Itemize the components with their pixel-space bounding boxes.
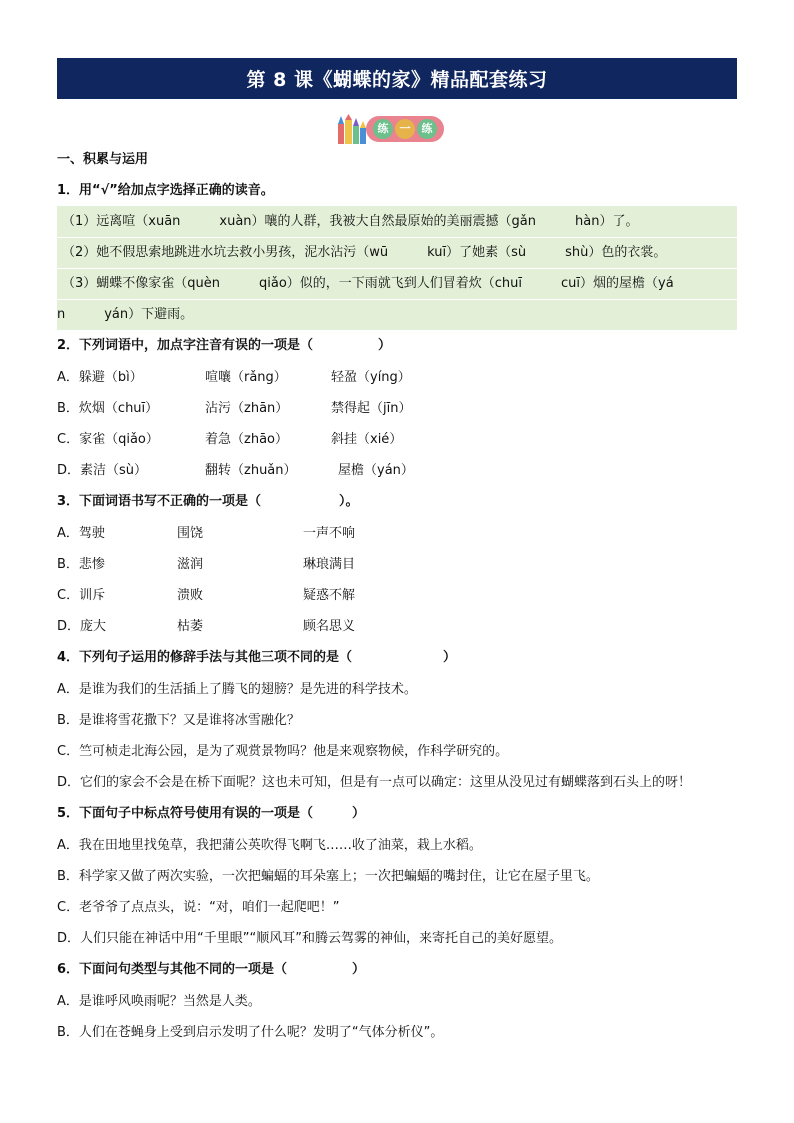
q3-option-d-1: D．庞大 bbox=[57, 619, 107, 634]
q3-option-c-2: 溃败 bbox=[177, 588, 204, 603]
badge-char-2: 一 bbox=[395, 119, 415, 139]
q4-option-c: C．竺可桢走北海公园，是为了观赏景物吗？他是来观察物候，作科学研究的。 bbox=[57, 744, 509, 759]
q3-option-c-1: C．训斥 bbox=[57, 588, 106, 603]
section-heading: 一、积累与运用 bbox=[57, 152, 149, 167]
q1-line-2: （2）她不假思索地跳进水坑去救小男孩，泥水沾污（wū kuī）了她素（sù shù）色的衣裳。 bbox=[62, 245, 667, 260]
q5-option-c: C．老爷爷了点点头，说：“对，咱们一起爬吧！” bbox=[57, 900, 340, 915]
q2-option-a-2: 喧嚷（rǎng） bbox=[205, 370, 287, 385]
q2-option-c-2: 着急（zhāo） bbox=[205, 432, 288, 447]
q6-option-a: A．是谁呼风唤雨呢？当然是人类。 bbox=[57, 994, 261, 1009]
practice-logo bbox=[336, 114, 444, 144]
q5-option-a: A．我在田地里找兔草，我把蒲公英吹得飞啊飞……收了油菜，栽上水稻。 bbox=[57, 838, 482, 853]
q3-option-b-3: 琳琅满目 bbox=[303, 557, 356, 572]
q4-option-b: B．是谁将雪花撒下？又是谁将冰雪融化？ bbox=[57, 713, 300, 728]
q3-option-c-3: 疑惑不解 bbox=[303, 588, 356, 603]
q1-line-1: （1）远离喧（xuān xuàn）嚷的人群，我被大自然最原始的美丽震撼（gǎn hàn）了。 bbox=[62, 214, 639, 229]
q3-option-a-3: 一声不响 bbox=[303, 526, 356, 541]
page-title: 第 8 课《蝴蝶的家》精品配套练习 bbox=[57, 58, 737, 99]
q5-option-d: D．人们只能在神话中用“千里眼”“顺风耳”和腾云驾雾的神仙，来寄托自己的美好愿望。 bbox=[57, 931, 562, 946]
q3-option-d-3: 顾名思义 bbox=[303, 619, 356, 634]
divider bbox=[57, 268, 737, 269]
q2-option-d-3: 屋檐（yán） bbox=[338, 463, 414, 478]
q2-stem: 2．下列词语中，加点字注音有误的一项是（ ） bbox=[57, 338, 392, 353]
q2-option-d-1: D．素洁（sù） bbox=[57, 463, 148, 478]
q4-option-d: D．它们的家会不会是在桥下面呢？这也未可知，但是有一点可以确定：这里从没见过有蝴蝶落到石头上的呀！ bbox=[57, 775, 692, 790]
q2-option-c-3: 斜挂（xié） bbox=[331, 432, 403, 447]
q1-line-4: n yán）下避雨。 bbox=[57, 307, 194, 322]
q5-stem: 5．下面句子中标点符号使用有误的一项是（ ） bbox=[57, 806, 366, 821]
q6-option-b: B．人们在苍蝇身上受到启示发明了什么呢？发明了“气体分析仪”。 bbox=[57, 1025, 444, 1040]
q4-stem: 4．下列句子运用的修辞手法与其他三项不同的是（ ） bbox=[57, 650, 457, 665]
q4-option-a: A．是谁为我们的生活插上了腾飞的翅膀？是先进的科学技术。 bbox=[57, 682, 417, 697]
castle-icon bbox=[336, 114, 370, 144]
q3-option-b-1: B．悲惨 bbox=[57, 557, 105, 572]
badge-char-1: 练 bbox=[373, 119, 393, 139]
q2-option-c-1: C．家雀（qiǎo） bbox=[57, 432, 159, 447]
q5-option-b: B．科学家又做了两次实验，一次把蝙蝠的耳朵塞上；一次把蝙蝠的嘴封住，让它在屋子里飞。 bbox=[57, 869, 599, 884]
divider bbox=[57, 237, 737, 238]
q3-option-a-1: A．驾驶 bbox=[57, 526, 105, 541]
q3-stem: 3．下面词语书写不正确的一项是（ ）。 bbox=[57, 494, 359, 509]
q1-line-3: （3）蝴蝶不像家雀（quèn qiǎo）似的，一下雨就飞到人们冒着炊（chuī cuī）烟的屋檐（yá bbox=[62, 276, 674, 291]
q2-option-a-3: 轻盈（yíng） bbox=[331, 370, 411, 385]
q6-stem: 6．下面问句类型与其他不同的一项是（ ） bbox=[57, 962, 366, 977]
q2-option-b-1: B．炊烟（chuī） bbox=[57, 401, 159, 416]
divider bbox=[57, 299, 737, 300]
practice-badge bbox=[366, 116, 444, 142]
q3-option-d-2: 枯萎 bbox=[177, 619, 204, 634]
q2-option-b-3: 禁得起（jīn） bbox=[331, 401, 412, 416]
badge-char-3: 练 bbox=[417, 119, 437, 139]
q1-stem: 1．用“√”给加点字选择正确的读音。 bbox=[57, 183, 274, 198]
q2-option-a-1: A．躲避（bì） bbox=[57, 370, 143, 385]
q3-option-a-2: 围饶 bbox=[177, 526, 204, 541]
q3-option-b-2: 滋润 bbox=[177, 557, 204, 572]
q2-option-b-2: 沾污（zhān） bbox=[205, 401, 289, 416]
q2-option-d-2: 翻转（zhuǎn） bbox=[205, 463, 297, 478]
